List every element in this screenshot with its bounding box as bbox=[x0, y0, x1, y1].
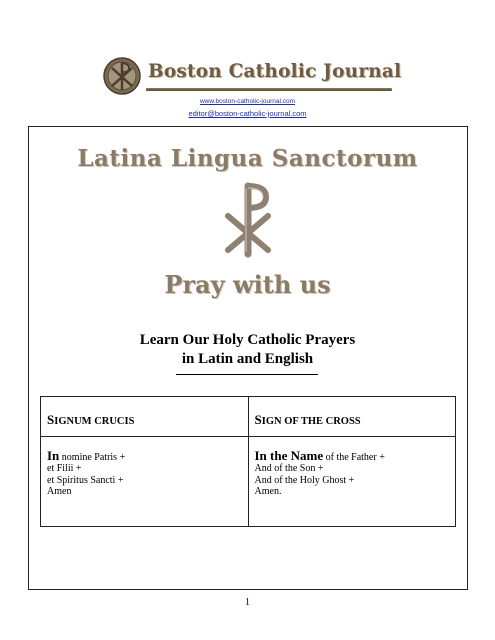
english-header-cell bbox=[248, 397, 456, 437]
prayer-header-row bbox=[41, 397, 456, 437]
pray-with-us-banner: Pray with us bbox=[164, 270, 331, 299]
intro-underline bbox=[176, 374, 318, 375]
latin-line-1 bbox=[47, 450, 242, 463]
english-first-cap: In the Name bbox=[254, 448, 324, 463]
masthead-title: Boston Catholic Journal bbox=[148, 61, 402, 82]
intro-heading bbox=[0, 331, 495, 369]
latin-first-cap: In bbox=[47, 448, 60, 463]
chi-rho-symbol-icon bbox=[218, 180, 278, 258]
latin-header-cell bbox=[41, 397, 249, 437]
english-prayer bbox=[255, 450, 450, 497]
english-header-rest: IGN OF THE CROSS bbox=[261, 416, 361, 427]
latin-first-rest: nomine Patris + bbox=[59, 452, 126, 463]
latin-text-cell bbox=[41, 437, 249, 527]
page-number: 1 bbox=[245, 597, 250, 608]
prayer-body-row bbox=[41, 437, 456, 527]
masthead-header bbox=[100, 56, 402, 104]
latin-line-3: et Spiritus Sancti + bbox=[47, 474, 124, 486]
english-first-rest: of the Father + bbox=[323, 452, 385, 463]
english-line-4: Amen. bbox=[254, 485, 282, 497]
latin-header-cap: S bbox=[47, 412, 55, 427]
latin-prayer bbox=[47, 450, 242, 497]
chi-rho-emblem-icon bbox=[100, 56, 144, 96]
latin-title-banner: Latina Lingua Sanctorum bbox=[77, 145, 418, 172]
intro-line-2: in Latin and English bbox=[181, 351, 314, 367]
latin-header-rest: IGNUM CRUCIS bbox=[54, 416, 135, 427]
intro-line-1: Learn Our Holy Catholic Prayers bbox=[139, 332, 356, 348]
latin-header bbox=[47, 412, 242, 428]
website-link[interactable]: www.boston-catholic-journal.com bbox=[199, 98, 295, 105]
english-header-cap: S bbox=[254, 412, 262, 427]
masthead-rule bbox=[146, 88, 392, 91]
english-text-cell bbox=[248, 437, 456, 527]
english-line-1 bbox=[255, 450, 450, 463]
latin-line-4: Amen bbox=[47, 485, 72, 497]
email-link[interactable]: editor@boston-catholic-journal.com bbox=[188, 109, 307, 118]
english-line-2: And of the Son + bbox=[254, 463, 324, 475]
english-line-3: And of the Holy Ghost + bbox=[254, 474, 355, 486]
prayer-table bbox=[40, 396, 456, 527]
latin-line-2: et Filii + bbox=[47, 463, 82, 475]
english-header bbox=[255, 412, 450, 428]
